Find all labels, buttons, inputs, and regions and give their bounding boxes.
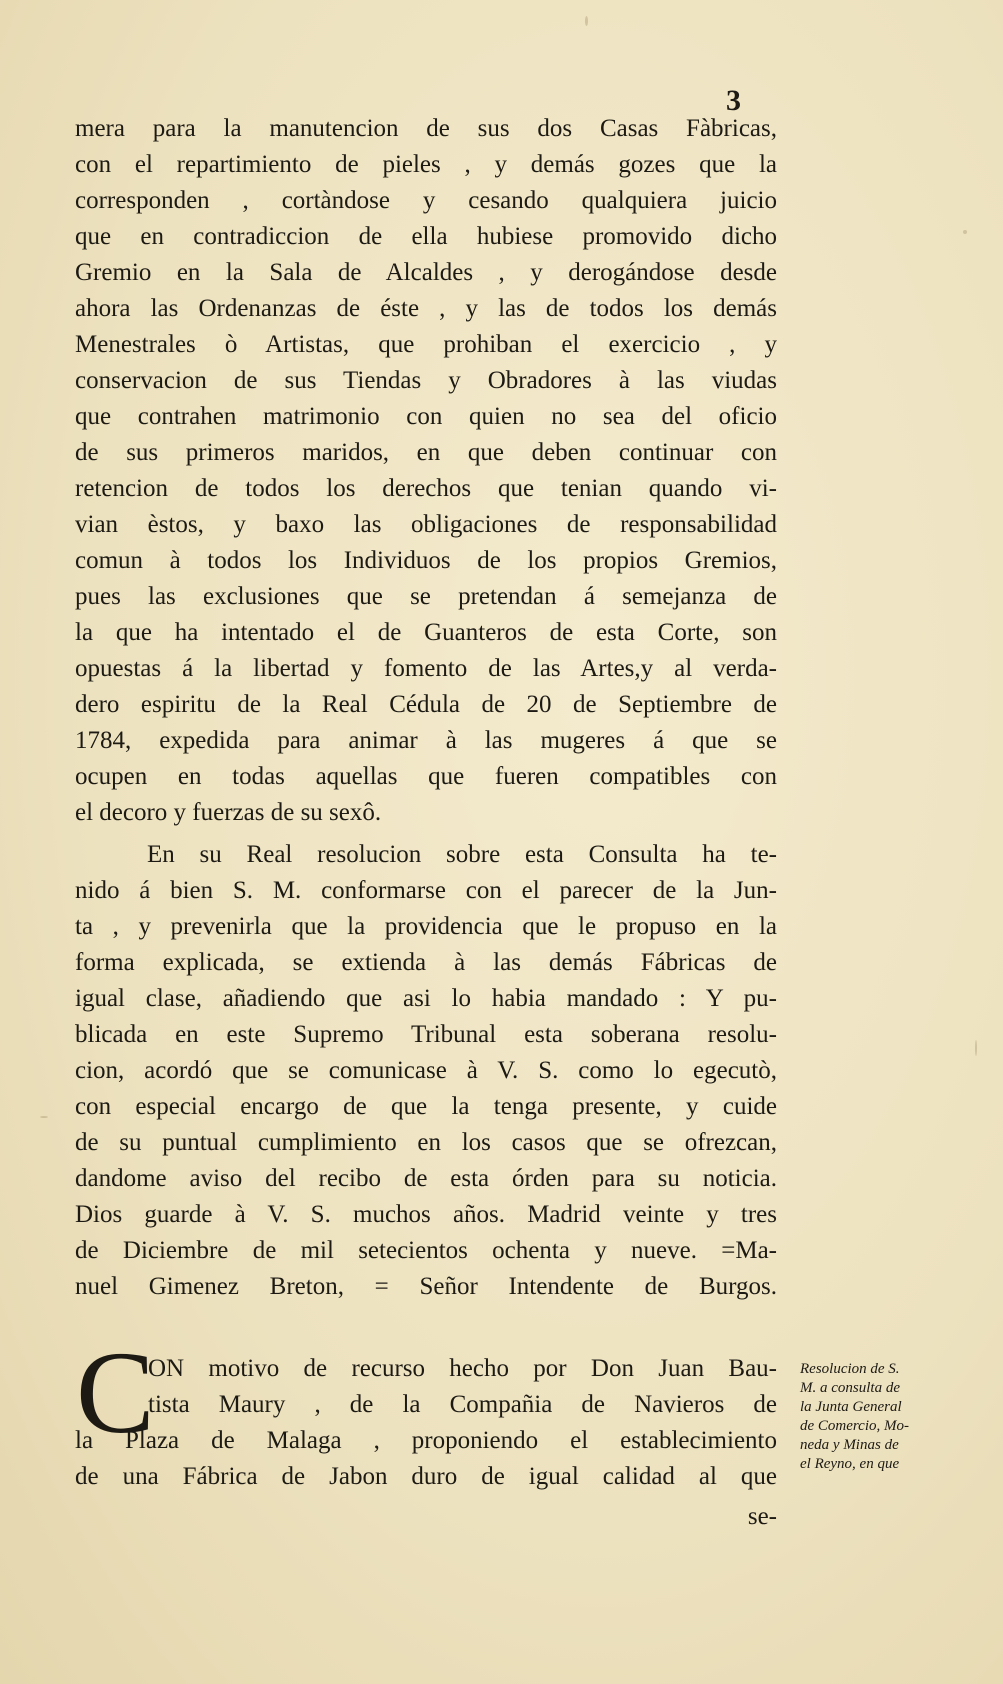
marginal-note-line: Resolucion de S. <box>800 1361 900 1377</box>
text-line: igual clase, añadiendo que asi lo habia mandado : Y pu- <box>75 985 777 1012</box>
text-line: ahora las Ordenanzas de éste , y las de todos los demás <box>75 295 777 322</box>
text-line: tista Maury , de la Compañia de Navieros de <box>148 1391 777 1418</box>
text-line: que en contradiccion de ella hubiese promovido dicho <box>75 223 777 250</box>
marginal-note-line: neda y Minas de <box>800 1437 899 1453</box>
text-line: forma explicada, se extienda à las demás Fábricas de <box>75 949 777 976</box>
text-line: ocupen en todas aquellas que fueren compatibles con <box>75 763 777 790</box>
marginal-note-line: de Comercio, Mo- <box>800 1418 909 1434</box>
text-line: opuestas á la libertad y fomento de las Artes,y al verda- <box>75 655 777 682</box>
text-line: 1784, expedida para animar à las mugeres á que se <box>75 727 777 754</box>
paper-spot <box>585 16 588 26</box>
catchword: se- <box>747 1503 777 1530</box>
text-line: nido á bien S. M. conformarse con el parecer de la Jun- <box>75 877 777 904</box>
text-line: cion, acordó que se comunicase à V. S. como lo egecutò, <box>75 1057 777 1084</box>
text-line: mera para la manutencion de sus dos Casas Fàbricas, <box>75 115 777 142</box>
text-line: de sus primeros maridos, en que deben continuar con <box>75 439 777 466</box>
text-line: nuel Gimenez Breton, = Señor Intendente de Burgos. <box>75 1273 777 1300</box>
paper-spot <box>40 1116 48 1118</box>
text-line: dero espiritu de la Real Cédula de 20 de Septiembre de <box>75 691 777 718</box>
text-line: con el repartimiento de pieles , y demás gozes que la <box>75 151 777 178</box>
text-line: Menestrales ò Artistas, que prohiban el exercicio , y <box>75 331 777 358</box>
text-line: de su puntual cumplimiento en los casos que se ofrezcan, <box>75 1129 777 1156</box>
marginal-note-line: el Reyno, en que <box>800 1456 900 1472</box>
paper-spot <box>963 230 967 234</box>
paper-spot <box>975 1040 977 1056</box>
text-line: ON motivo de recurso hecho por Don Juan Bau- <box>148 1355 777 1382</box>
text-line: que contrahen matrimonio con quien no sea del oficio <box>75 403 777 430</box>
text-line: comun à todos los Individuos de los propios Gremios, <box>75 547 777 574</box>
text-line: vian èstos, y baxo las obligaciones de responsabilidad <box>75 511 777 538</box>
text-line: de una Fábrica de Jabon duro de igual calidad al que <box>75 1463 777 1490</box>
text-line: la Plaza de Malaga , proponiendo el establecimiento <box>75 1427 777 1454</box>
drop-cap: C <box>76 1327 155 1458</box>
text-line: ta , y prevenirla que la providencia que le propuso en la <box>75 913 777 940</box>
text-line: dandome aviso del recibo de esta órden para su noticia. <box>75 1165 777 1192</box>
page-number: 3 <box>726 84 741 117</box>
marginal-note-line: la Junta General <box>800 1399 902 1415</box>
text-line: con especial encargo de que la tenga presente, y cuide <box>75 1093 777 1120</box>
text-line: conservacion de sus Tiendas y Obradores à las viudas <box>75 367 777 394</box>
text-line: el decoro y fuerzas de su sexô. <box>75 799 382 826</box>
text-line: pues las exclusiones que se pretendan á semejanza de <box>75 583 777 610</box>
marginal-note <box>800 1360 962 1474</box>
text-line: Gremio en la Sala de Alcaldes , y derogándose desde <box>75 259 777 286</box>
text-line: blicada en este Supremo Tribunal esta soberana resolu- <box>75 1021 777 1048</box>
text-line: retencion de todos los derechos que tenian quando vi- <box>75 475 777 502</box>
text-line: corresponden , cortàndose y cesando qualquiera juicio <box>75 187 777 214</box>
text-line: la que ha intentado el de Guanteros de esta Corte, son <box>75 619 777 646</box>
text-line: En su Real resolucion sobre esta Consulta ha te- <box>147 841 777 868</box>
marginal-note-line: M. a consulta de <box>800 1380 900 1396</box>
text-line: Dios guarde à V. S. muchos años. Madrid veinte y tres <box>75 1201 777 1228</box>
text-line: de Diciembre de mil setecientos ochenta y nueve. =Ma- <box>75 1237 777 1264</box>
